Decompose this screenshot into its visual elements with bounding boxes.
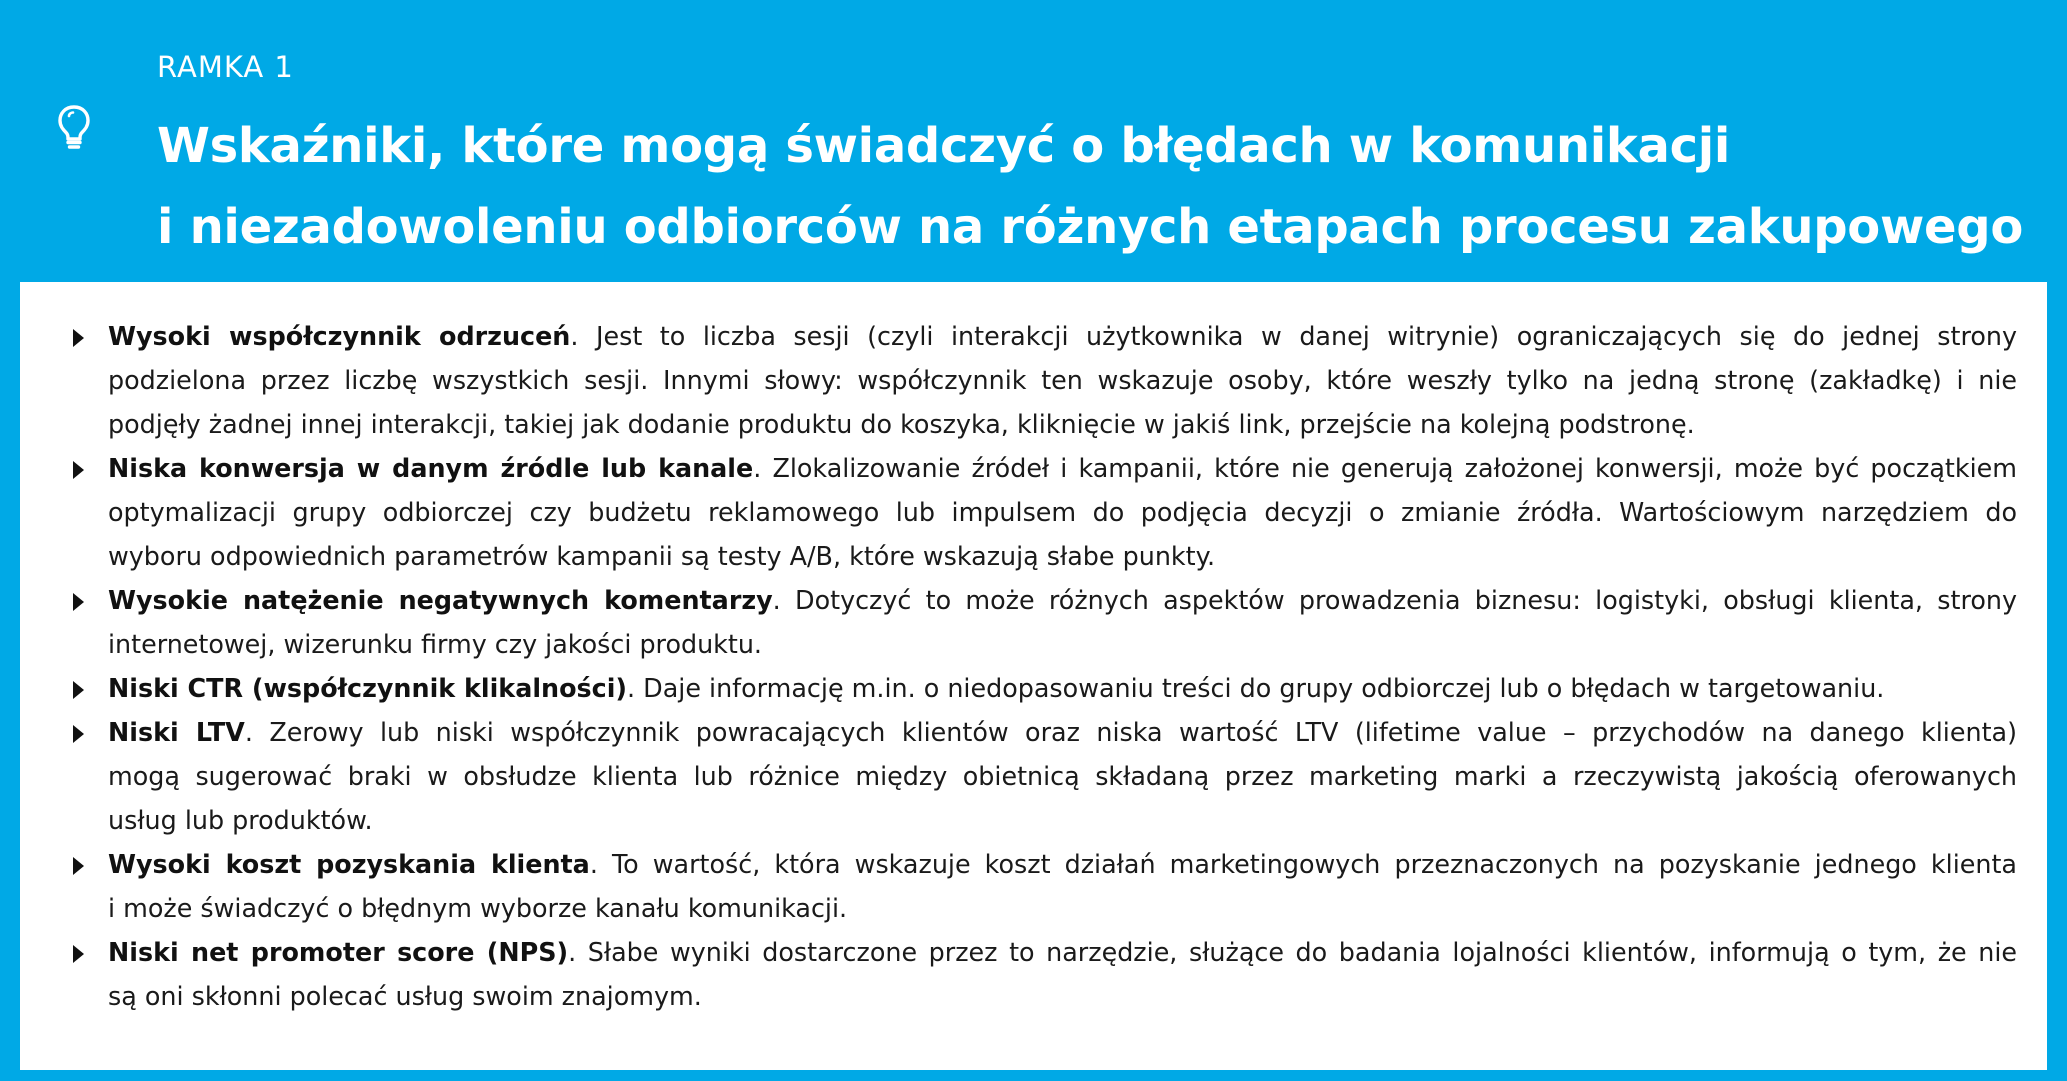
list-item-term: Niska konwersja w danym źródle lub kanale xyxy=(108,453,754,483)
list-item xyxy=(20,578,2020,666)
list-item-text xyxy=(20,358,2017,402)
list-item-line xyxy=(20,402,2020,446)
box-title-line-2: i niezadowoleniu odbiorców na różnych etapach procesu zakupowego xyxy=(157,199,2024,255)
list-item-description: podjęły żadnej innej interakcji, takiej jak dodanie produktu do koszyka, kliknięcie w jakiś link, przejście na kolejną podstronę. xyxy=(108,409,1695,439)
list-item-line xyxy=(20,622,2020,666)
list-item-line xyxy=(20,754,2020,798)
box-label: RAMKA 1 xyxy=(157,50,294,84)
list-item-description: wyboru odpowiednich parametrów kampanii są testy A/B, które wskazują słabe punkty. xyxy=(108,541,1216,571)
list-item-text xyxy=(20,314,2017,358)
list-item-text xyxy=(20,402,2020,446)
list-item-line xyxy=(20,446,2020,490)
list-item-term: Wysoki koszt pozyskania klienta xyxy=(108,849,590,879)
list-item-description: usług lub produktów. xyxy=(108,805,373,835)
list-item-line xyxy=(20,710,2020,754)
list-item-text xyxy=(20,622,2020,666)
list-item xyxy=(20,842,2020,930)
list-item-term: Wysoki współczynnik odrzuceń xyxy=(108,321,571,351)
list-item-description: podzielona przez liczbę wszystkich sesji. Innymi słowy: współczynnik ten wskazuje osoby, które weszły tylko na jedną stronę (zakładkę) i nie xyxy=(108,365,2017,395)
list-item-term: Niski CTR (współczynnik klikalności) xyxy=(108,673,628,703)
box-title-line-1: Wskaźniki, które mogą świadczyć o błędach w komunikacji xyxy=(157,118,1731,174)
list-item-text xyxy=(20,798,2020,842)
list-item-line xyxy=(20,490,2020,534)
list-item xyxy=(20,666,2020,710)
list-item-line xyxy=(20,666,2020,710)
list-item-line xyxy=(20,534,2020,578)
list-item-term: Niski net promoter score (NPS) xyxy=(108,937,569,967)
list-item xyxy=(20,314,2020,446)
list-item-description: . Zerowy lub niski współczynnik powracających klientów oraz niska wartość LTV (lifetime value – przychodów na danego klienta) xyxy=(244,717,2017,747)
list-item-line xyxy=(20,798,2020,842)
box-title xyxy=(157,106,2023,268)
list-item-text xyxy=(20,666,2020,710)
list-item-text xyxy=(20,446,2017,490)
list-item-text xyxy=(20,490,2017,534)
list-item-line xyxy=(20,358,2020,402)
list-item xyxy=(20,710,2020,842)
list-item-text xyxy=(20,842,2017,886)
list-item xyxy=(20,446,2020,578)
list-item-text xyxy=(20,886,2020,930)
list-item-description: mogą sugerować braki w obsłudze klienta lub różnice między obietnicą składaną przez marketing marki a rzeczywistą jakością oferowanych xyxy=(108,761,2017,791)
indicator-list xyxy=(20,314,2020,1018)
list-item-description: . Zlokalizowanie źródeł i kampanii, które nie generują założonej konwersji, może być początkiem xyxy=(753,453,2017,483)
list-item-text xyxy=(20,710,2017,754)
list-item-description: . Jest to liczba sesji (czyli interakcji użytkownika w danej witrynie) ograniczających się do jednej strony xyxy=(570,321,2017,351)
list-item-term: Wysokie natężenie negatywnych komentarzy xyxy=(108,585,773,615)
lightbulb-icon xyxy=(56,104,92,152)
list-item-description: . Dotyczyć to może różnych aspektów prowadzenia biznesu: logistyki, obsługi klienta, strony xyxy=(772,585,2017,615)
list-item-text xyxy=(20,578,2017,622)
list-item-term: Niski LTV xyxy=(108,717,245,747)
list-item-description: internetowej, wizerunku firmy czy jakości produktu. xyxy=(108,629,763,659)
box-header xyxy=(0,0,2067,282)
list-item-text xyxy=(20,534,2020,578)
list-item-description: optymalizacji grupy odbiorczej czy budżetu reklamowego lub impulsem do podjęcia decyzji o zmianie źródła. Wartościowym narzędziem do xyxy=(108,497,2017,527)
list-item-line xyxy=(20,314,2020,358)
list-item-line xyxy=(20,930,2020,974)
list-item-text xyxy=(20,974,2020,1018)
list-item-line xyxy=(20,842,2020,886)
list-item-description: i może świadczyć o błędnym wyborze kanału komunikacji. xyxy=(108,893,848,923)
list-item-description: . Słabe wyniki dostarczone przez to narzędzie, służące do badania lojalności klientów, informują o tym, że nie xyxy=(568,937,2017,967)
list-item-line xyxy=(20,974,2020,1018)
list-item xyxy=(20,930,2020,1018)
list-item-line xyxy=(20,578,2020,622)
list-item-text xyxy=(20,930,2017,974)
list-item-description: . To wartość, która wskazuje koszt działań marketingowych przeznaczonych na pozyskanie jednego klienta xyxy=(589,849,2017,879)
list-item-line xyxy=(20,886,2020,930)
list-item-description: są oni skłonni polecać usług swoim znajomym. xyxy=(108,981,702,1011)
list-item-description: . Daje informację m.in. o niedopasowaniu treści do grupy odbiorczej lub o błędach w targetowaniu. xyxy=(627,673,1885,703)
box-body xyxy=(20,282,2047,1070)
list-item-text xyxy=(20,754,2017,798)
